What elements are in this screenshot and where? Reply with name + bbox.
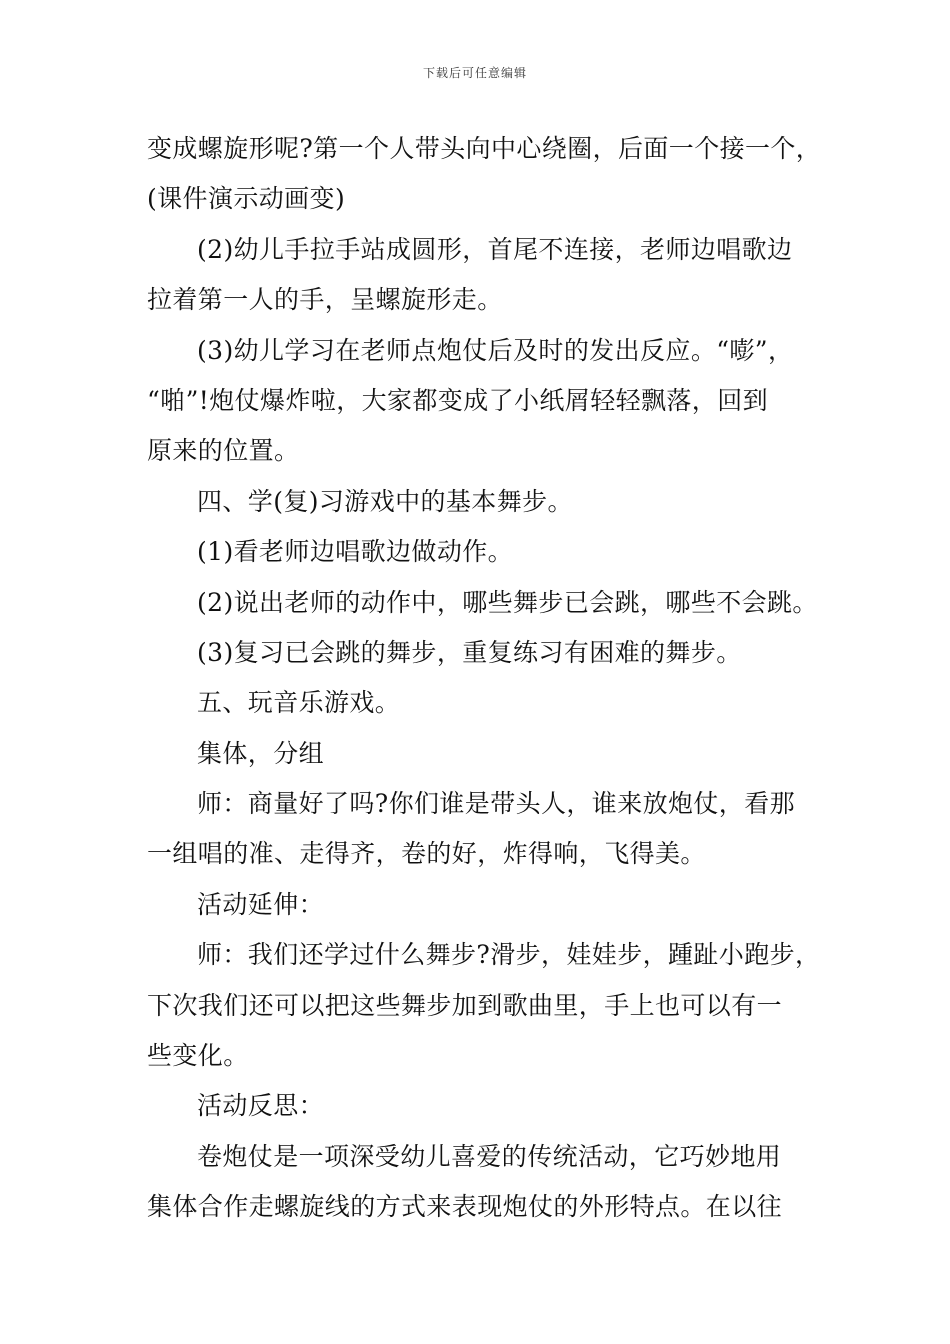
document-body bbox=[147, 124, 823, 1233]
text-line: (课件演示动画变) bbox=[147, 184, 346, 214]
text-line: (3)幼儿学习在老师点炮仗后及时的发出反应。“嘭”， bbox=[197, 335, 794, 365]
text-line: 师：商量好了吗?你们谁是带头人，谁来放炮仗，看那 bbox=[197, 789, 796, 819]
text-line: 集体，分组 bbox=[197, 738, 325, 768]
text-line: 下次我们还可以把这些舞步加到歌曲里，手上也可以有一 bbox=[147, 990, 783, 1020]
text-line: 原来的位置。 bbox=[147, 436, 300, 466]
text-line: (2)说出老师的动作中，哪些舞步已会跳，哪些不会跳。 bbox=[197, 587, 818, 617]
text-line: 一组唱的准、走得齐，卷的好，炸得响，飞得美。 bbox=[147, 839, 706, 869]
text-line: (3)复习已会跳的舞步，重复练习有困难的舞步。 bbox=[197, 637, 742, 667]
text-line: (1)看老师边唱歌边做动作。 bbox=[197, 537, 514, 567]
section-heading: 五、玩音乐游戏。 bbox=[197, 688, 401, 718]
section-heading: 活动反思： bbox=[197, 1091, 325, 1121]
text-line: 些变化。 bbox=[147, 1041, 249, 1071]
text-line: 卷炮仗是一项深受幼儿喜爱的传统活动，它巧妙地用 bbox=[197, 1141, 782, 1171]
text-line: (2)幼儿手拉手站成圆形，首尾不连接，老师边唱歌边 bbox=[197, 234, 793, 264]
text-line: “啪”!炮仗爆炸啦，大家都变成了小纸屑轻轻飘落，回到 bbox=[147, 385, 769, 415]
text-line: 师：我们还学过什么舞步?滑步，娃娃步，踵趾小跑步， bbox=[197, 940, 821, 970]
section-heading: 活动延伸： bbox=[197, 889, 325, 919]
section-heading: 四、学(复)习游戏中的基本舞步。 bbox=[197, 486, 573, 516]
text-line: 拉着第一人的手，呈螺旋形走。 bbox=[147, 285, 503, 315]
text-line: 集体合作走螺旋线的方式来表现炮仗的外形特点。在以往 bbox=[147, 1192, 783, 1222]
page-header: 下载后可任意编辑 bbox=[422, 66, 527, 80]
text-line: 变成螺旋形呢?第一个人带头向中心绕圈，后面一个接一个， bbox=[147, 134, 822, 163]
